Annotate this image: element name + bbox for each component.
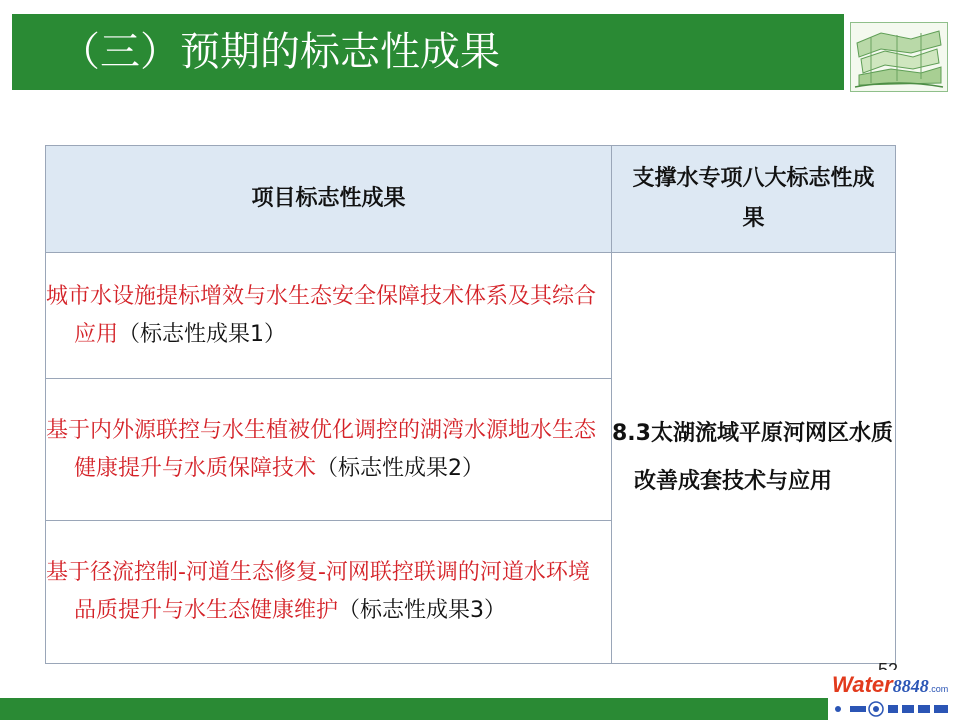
watermark-8848: 8848 [892, 676, 929, 696]
watermark-water: Water [832, 672, 893, 697]
result-cell-3 [46, 521, 612, 664]
results-table [45, 145, 896, 664]
result-paragraph-1 [46, 278, 611, 354]
result-paragraph-2 [46, 412, 611, 488]
support-result-text: 8.3太湖流域平原河网区水质改善成套技术与应用 [612, 421, 893, 494]
watermark-com: .com [928, 684, 949, 694]
waterfront-building-logo-icon [850, 22, 948, 92]
table-header-row [46, 146, 896, 253]
table-row [46, 253, 896, 379]
header-support-text: 支撑水专项八大标志性成果 [632, 166, 875, 231]
result-paragraph-3 [46, 554, 611, 630]
watermark-text [832, 672, 948, 698]
water8848-watermark-icon [828, 670, 960, 720]
result-text-2: 基于内外源联控与水生植被优化调控的湖湾水源地水生态健康提升与水质保障技术 [46, 417, 597, 481]
support-result-cell [612, 253, 896, 664]
result-note-2: （标志性成果2） [316, 455, 485, 481]
result-cell-1 [46, 253, 612, 379]
result-text-1: 城市水设施提标增效与水生态安全保障技术体系及其综合应用 [46, 283, 597, 347]
result-note-1: （标志性成果1） [118, 321, 287, 347]
title-bar [12, 14, 844, 90]
header-project-results: 项目标志性成果 [46, 146, 612, 253]
result-note-3: （标志性成果3） [338, 598, 507, 623]
result-text-3: 基于径流控制-河道生态修复-河网联控联调的河道水环境品质提升与水生态健康维护 [46, 560, 590, 623]
header-support-results [612, 146, 896, 253]
footer-bar [0, 698, 960, 720]
result-cell-2 [46, 379, 612, 521]
page-title: （三）预期的标志性成果 [60, 29, 500, 75]
watermark-emblem-strip [830, 700, 958, 718]
